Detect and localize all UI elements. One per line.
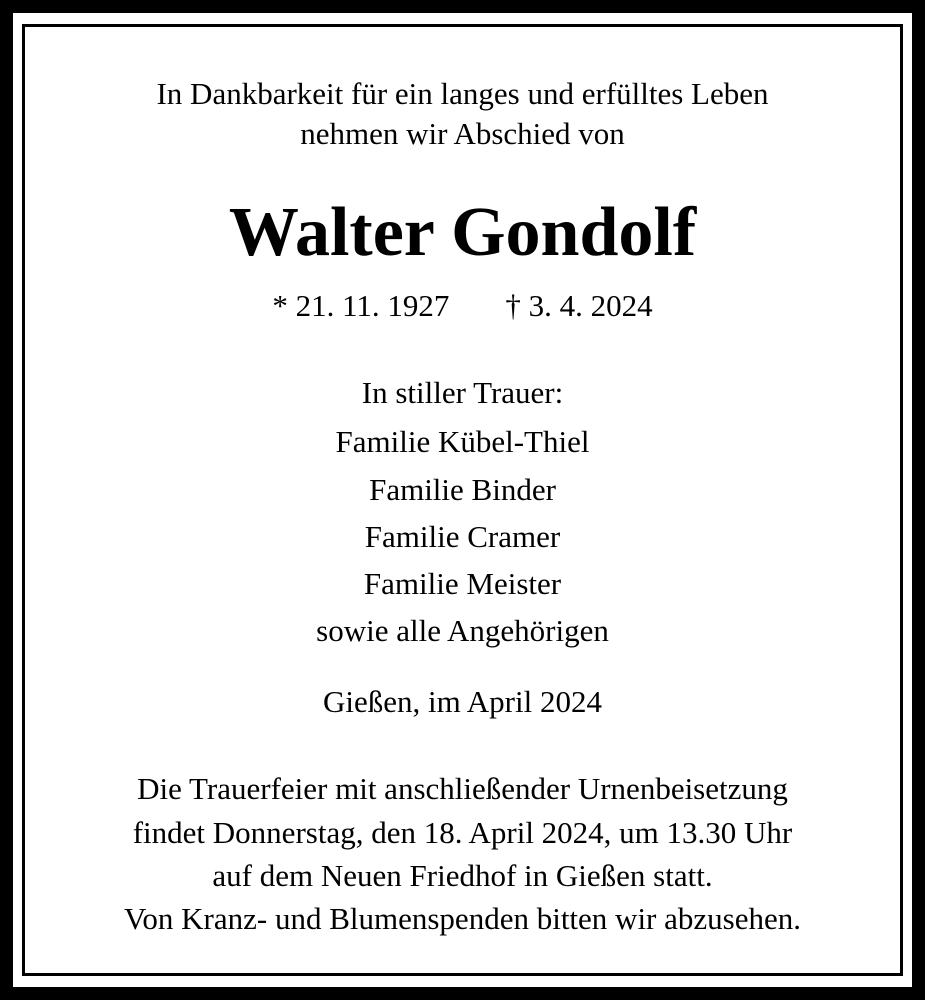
- death-date: † 3. 4. 2024: [505, 288, 653, 323]
- deceased-name: Walter Gondolf: [228, 194, 697, 271]
- place-and-date: Gießen, im April 2024: [323, 684, 602, 719]
- funeral-notice-line: Von Kranz- und Blumenspenden bitten wir abzusehen.: [124, 901, 801, 936]
- mourner-family: Familie Meister: [363, 566, 562, 601]
- mourner-family: sowie alle Angehörigen: [316, 613, 609, 648]
- mourner-family: Familie Kübel-Thiel: [335, 424, 590, 459]
- intro-line-2: nehmen wir Abschied von: [300, 116, 625, 151]
- mourner-family: Familie Cramer: [364, 519, 561, 554]
- life-dates: [0, 288, 925, 324]
- funeral-notice-line: Die Trauerfeier mit anschließender Urnenbeisetzung: [137, 771, 788, 806]
- intro-line-1: In Dankbarkeit für ein langes und erfülltes Leben: [156, 76, 769, 111]
- birth-date: * 21. 11. 1927: [272, 288, 450, 323]
- mourners-heading: In stiller Trauer:: [361, 375, 564, 410]
- funeral-notice-line: findet Donnerstag, den 18. April 2024, um 13.30 Uhr: [132, 815, 793, 850]
- mourner-family: Familie Binder: [369, 472, 556, 507]
- funeral-notice-line: auf dem Neuen Friedhof in Gießen statt.: [212, 858, 713, 893]
